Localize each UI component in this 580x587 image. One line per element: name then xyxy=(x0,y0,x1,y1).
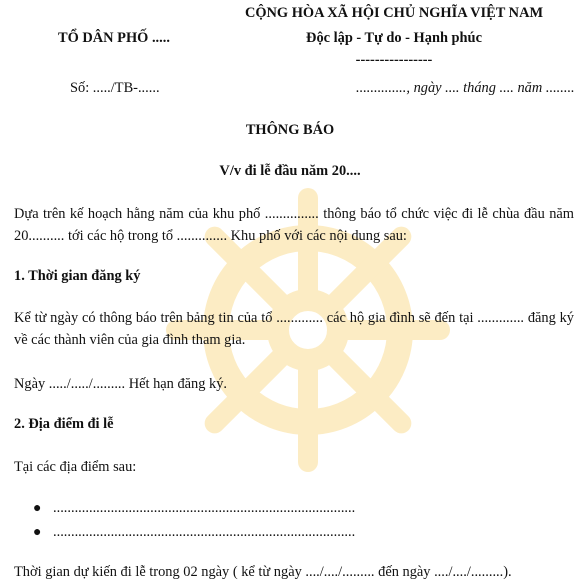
org-name: TỔ DÂN PHỐ ..... xyxy=(58,30,170,46)
list-item: .................................................................................... xyxy=(53,500,356,516)
registration-deadline: Ngày ...../...../......... Hết hạn đăng ký. xyxy=(14,376,228,392)
country-name: CỘNG HÒA XÃ HỘI CHỦ NGHĨA VIỆT NAM xyxy=(244,5,544,21)
motto-underline: ---------------- xyxy=(355,52,433,68)
duration-line: Thời gian dự kiến đi lễ trong 02 ngày ( kể từ ngày ..../..../......... đến ngày ..../..../.........). xyxy=(14,564,512,580)
section-1-paragraph: Kể từ ngày có thông báo trên bảng tin của tổ ............. các hộ gia đình sẽ đến tại ............. đăng ký về các thành viên của gia đình tham gia. xyxy=(14,310,574,348)
section-2-heading: 2. Địa điểm đi lễ xyxy=(14,416,114,432)
national-motto: Độc lập - Tự do - Hạnh phúc xyxy=(306,30,482,46)
intro-paragraph: Dựa trên kế hoạch hằng năm của khu phố ............... thông báo tổ chức việc đi lễ chùa đầu năm 20.......... tới các hộ trong tổ .............. Khu phố với các nội dung sau: xyxy=(14,206,574,244)
bullet-icon: ● xyxy=(33,501,42,516)
section-2-intro: Tại các địa điểm sau: xyxy=(14,459,137,475)
date-line: .............., ngày .... tháng .... năm ........ xyxy=(356,80,575,96)
document-subtitle: V/v đi lễ đầu năm 20.... xyxy=(219,163,361,179)
document-title: THÔNG BÁO xyxy=(245,122,335,138)
bullet-icon: ● xyxy=(33,525,42,540)
document-number: Số: ...../TB-...... xyxy=(70,80,160,96)
section-1-heading: 1. Thời gian đăng ký xyxy=(14,268,141,284)
list-item: .................................................................................... xyxy=(53,524,356,540)
